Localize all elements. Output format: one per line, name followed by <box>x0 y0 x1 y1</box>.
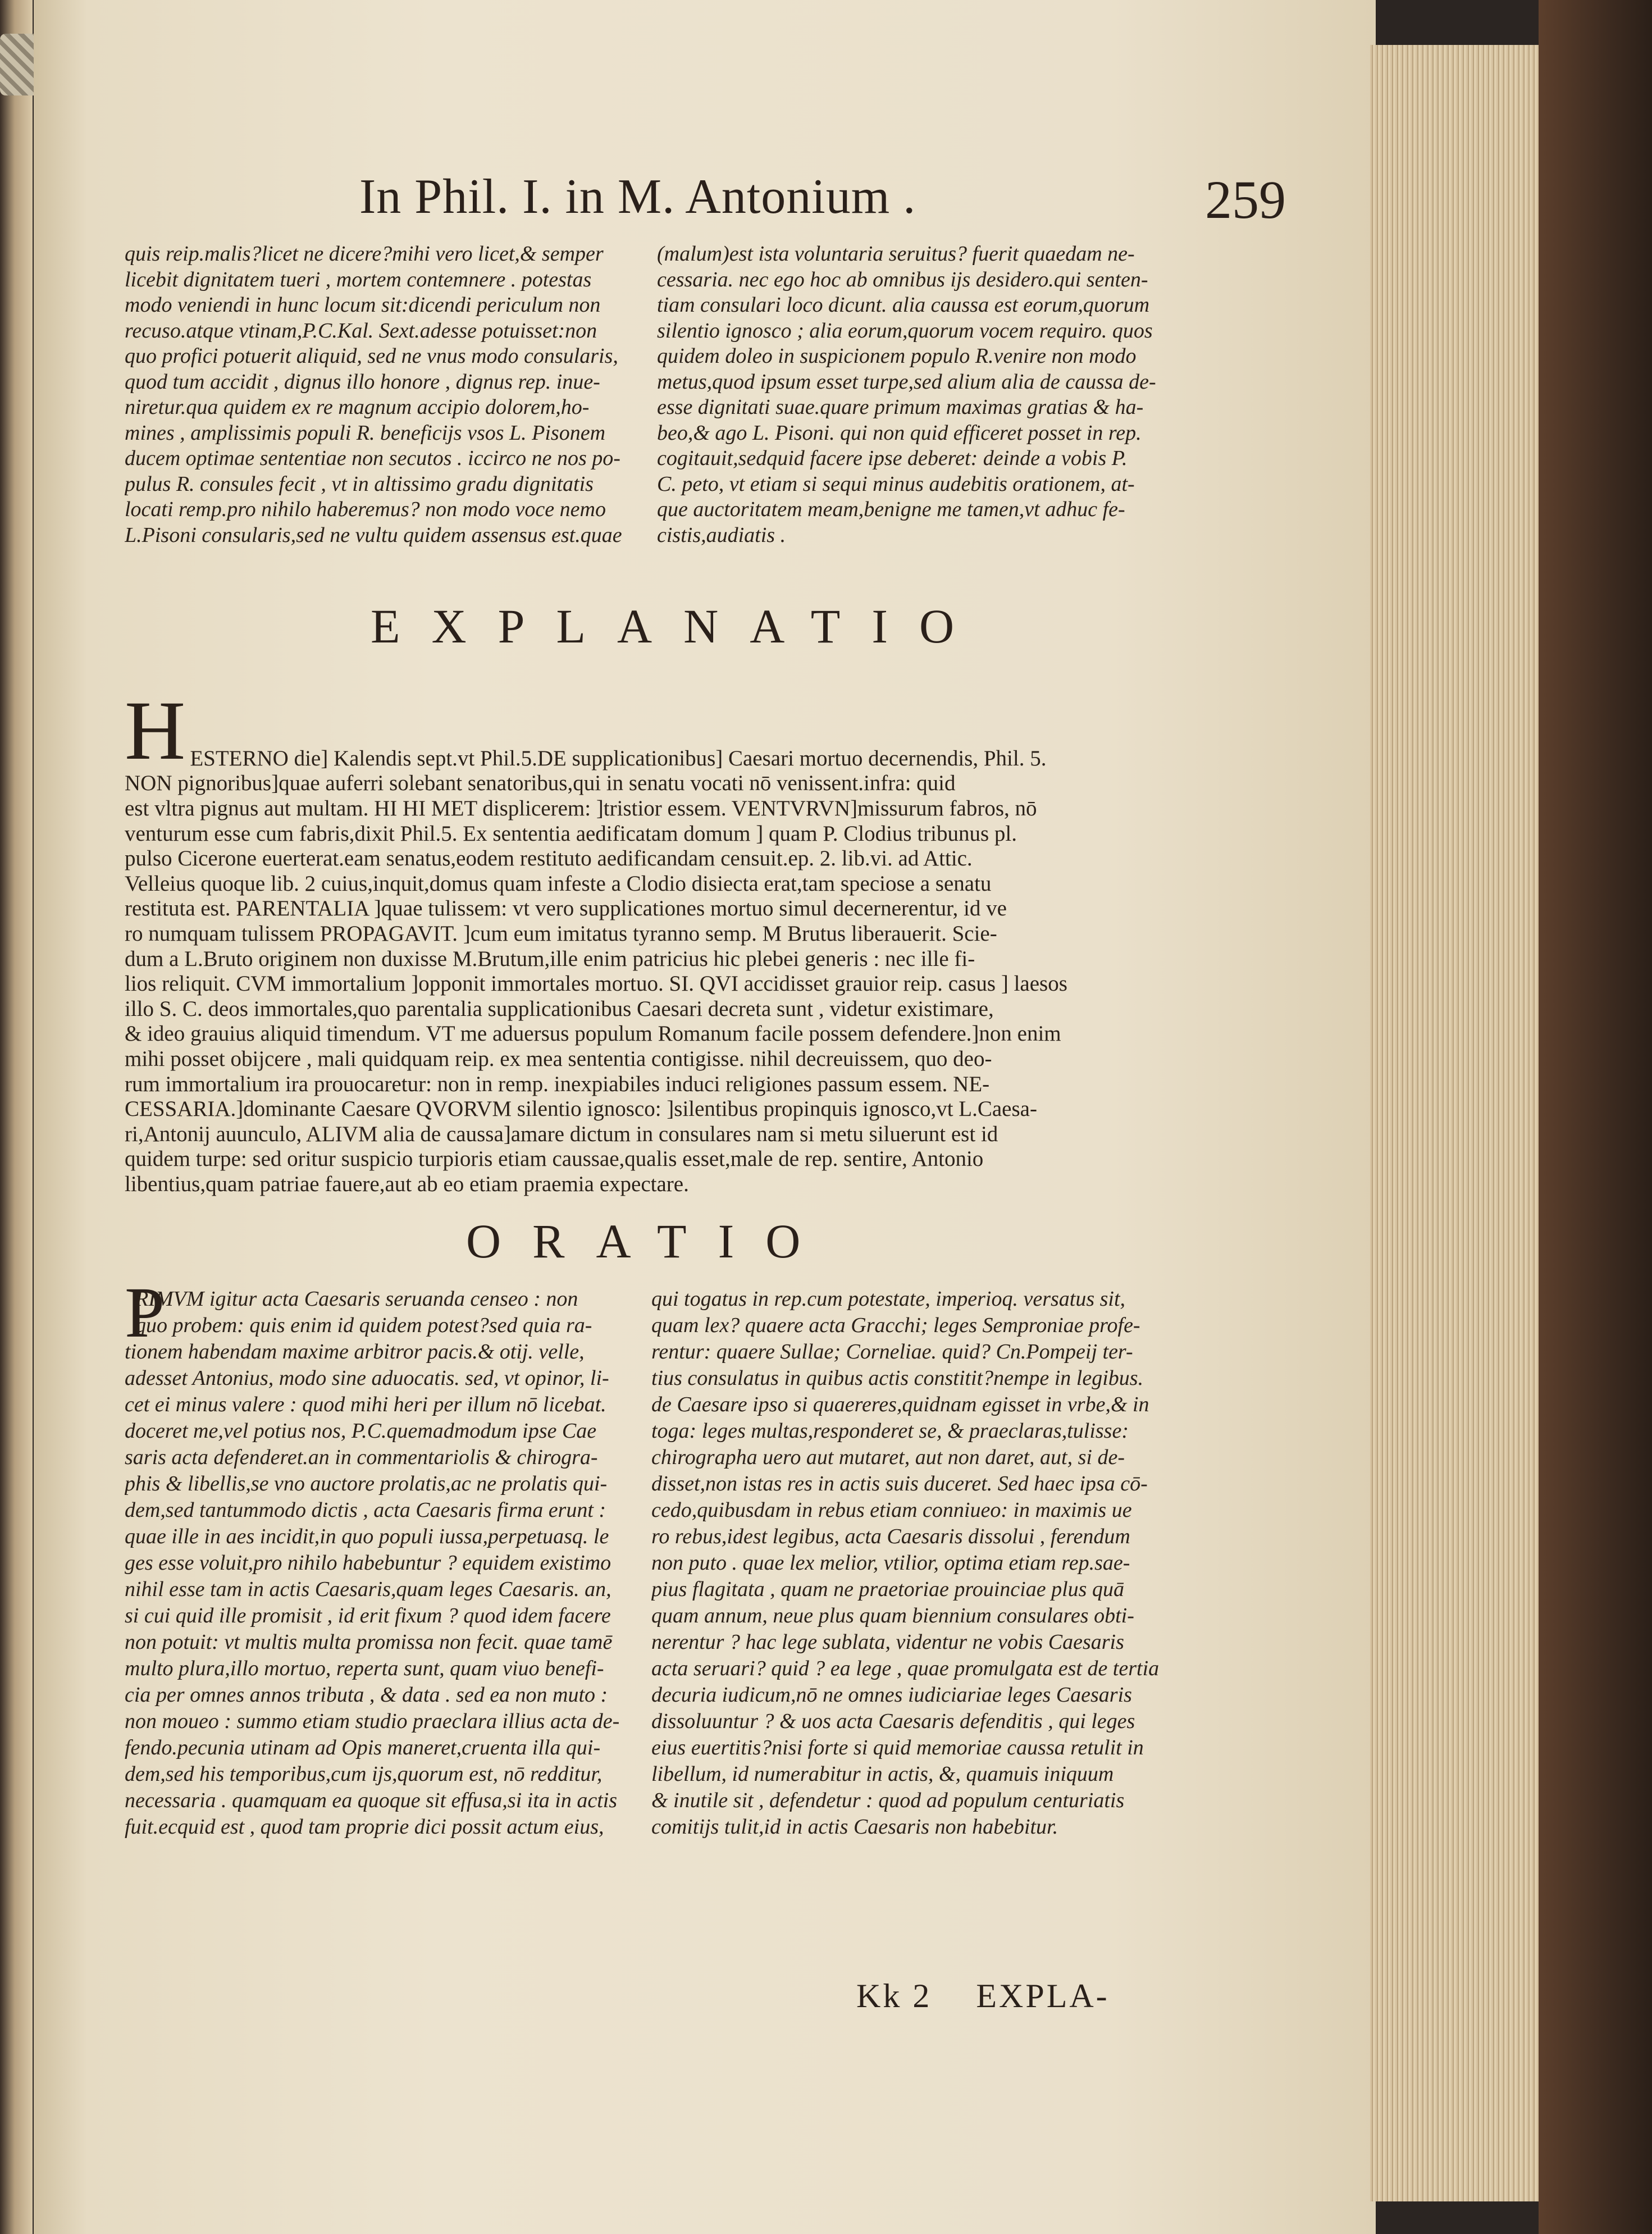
text-line: nihil esse tam in actis Caesaris,quam leges Caesaris. an, <box>125 1578 611 1601</box>
text-line: comitijs tulit,id in actis Caesaris non habebitur. <box>651 1815 1058 1839</box>
text-line: Velleius quoque lib. 2 cuius,inquit,domus quam infeste a Clodio disiecta erat,tam speciose a senatu <box>125 871 992 896</box>
book-cover <box>1539 0 1652 2234</box>
catchword-text: EXPLA- <box>976 1977 1110 2014</box>
text-line: non puto . quae lex melior, vtilior, optima etiam rep.sae- <box>651 1551 1130 1575</box>
text-line: rentur: quaere Sullae; Corneliae. quid? Cn.Pompeij ter- <box>651 1340 1133 1364</box>
running-head-title: In Phil. I. in M. Antonium . <box>359 170 916 224</box>
text-line: dissoluuntur ? & uos acta Caesaris defenditis , qui leges <box>651 1709 1135 1733</box>
text-line: multo plura,illo mortuo, reperta sunt, quam viuo benefi- <box>125 1657 604 1680</box>
running-head <box>359 168 1286 241</box>
text-line: & ideo grauius aliquid timendum. VT me aduersus populum Romanum facile possem defendere.]non enim <box>125 1022 1061 1046</box>
text-line: ri,Antonij auunculo, ALIVM alia de caussa]amare dictum in consulares nam si metu siluerunt est id <box>125 1121 998 1146</box>
text-line: C. peto, vt etiam si sequi minus audebitis orationem, at- <box>657 472 1135 496</box>
text-line: quod tum accidit , dignus illo honore , dignus rep. inue- <box>125 370 600 394</box>
text-line: dum a L.Bruto originem non duxisse M.Brutum,ille enim patricius hic plebei generis : nec ille fi- <box>125 946 975 971</box>
text-line: L.Pisoni consularis,sed ne vultu quidem assensus est.quae <box>125 523 622 547</box>
text-line: & inutile sit , defendetur : quod ad populum centuriatis <box>651 1789 1125 1812</box>
text-line: mines , amplissimis populi R. beneficijs vsos L. Pisonem <box>125 421 606 445</box>
oratio-heading: ORATIO <box>466 1214 832 1268</box>
text-line: non potuit: vt multis multa promissa non fecit. quae tamē <box>125 1630 613 1654</box>
text-line: tionem habendam maxime arbitror pacis.& otij. velle, <box>125 1340 585 1364</box>
text-line: CESSARIA.]dominante Caesare QVORVM silentio ignosco: ]silentibus propinquis ignosco,vt L.Caesa- <box>125 1097 1037 1121</box>
text-line: tiam consulari loco dicunt. alia caussa est eorum,quorum <box>657 293 1150 317</box>
explanatio-heading: EXPLANATIO <box>371 599 986 653</box>
catchword <box>856 1977 1110 2016</box>
bottom-right-column <box>651 1286 1182 1840</box>
explanatio-commentary <box>125 671 1183 1222</box>
facing-page-edge <box>0 0 33 2234</box>
text-line: ro numquam tulissem PROPAGAVIT. ]cum eum imitatus tyranno semp. M Brutus liberauerit. Scie- <box>125 921 997 946</box>
text-line: quo profici potuerit aliquid, sed ne vnus modo consularis, <box>125 344 618 368</box>
text-line: non moueo : summo etiam studio praeclara illius acta de- <box>125 1709 620 1733</box>
text-line: quidem doleo in suspicionem populo R.venire non modo <box>657 344 1137 368</box>
text-line: rum immortalium ira prouocaretur: non in remp. inexpiabiles induci religiones passum essem. NE- <box>125 1072 990 1096</box>
text-line: locati remp.pro nihilo haberemus? non modo voce nemo <box>125 498 606 521</box>
text-line: quae ille in aes incidit,in quo populi iussa,perpetuasq. le <box>125 1525 609 1548</box>
text-line: mihi posset obijcere , mali quidquam reip. ex mea sententia contigisse. nihil decreuissem, quo deo- <box>125 1046 992 1071</box>
text-line: cia per omnes annos tributa , & data . sed ea non muto : <box>125 1683 608 1707</box>
text-line: venturum esse cum fabris,dixit Phil.5. Ex sententia aedificatam domum ] quam P. Clodius tribunus pl. <box>125 821 1017 846</box>
text-line: nerentur ? hac lege sublata, videntur ne vobis Caesaris <box>651 1630 1124 1654</box>
text-line: RIMVM igitur acta Caesaris seruanda censeo : non <box>125 1287 578 1311</box>
text-line: metus,quod ipsum esset turpe,sed alium alia de caussa de- <box>657 370 1156 394</box>
text-line: quo probem: quis enim id quidem potest?sed quia ra- <box>125 1314 592 1337</box>
text-line: quis reip.malis?licet ne dicere?mihi vero licet,& semper <box>125 242 604 266</box>
text-line: ges esse voluit,pro nihilo habebuntur ? equidem existimo <box>125 1551 611 1575</box>
top-right-column <box>657 241 1179 548</box>
text-line: cogitauit,sedquid facere ipse deberet: deinde a vobis P. <box>657 446 1128 470</box>
text-line: (malum)est ista voluntaria seruitus? fuerit quaedam ne- <box>657 242 1135 266</box>
text-line: quidem turpe: sed oritur suspicio turpioris etiam caussae,qualis esset,male de rep. sentire, Antonio <box>125 1147 984 1171</box>
text-line: quam lex? quaere acta Gracchi; leges Semproniae profe- <box>651 1314 1140 1337</box>
text-line: ESTERNO die] Kalendis sept.vt Phil.5.DE supplicationibus] Caesari mortuo decernendis, Phil. 5. <box>190 746 1047 770</box>
text-line: pulus R. consules fecit , vt in altissimo gradu dignitatis <box>125 472 594 496</box>
top-left-column <box>125 241 638 548</box>
oratio-dropcap: P <box>125 1273 165 1352</box>
text-line: necessaria . quamquam ea quoque sit effusa,si ita in actis <box>125 1789 618 1812</box>
text-line: recuso.atque vtinam,P.C.Kal. Sext.adesse potuisset:non <box>125 318 597 343</box>
text-line: tius consulatus in quibus actis constitit?nempe in legibus. <box>651 1366 1144 1390</box>
text-line: libentius,quam patriae fauere,aut ab eo etiam praemia expectare. <box>125 1171 689 1196</box>
text-line: qui togatus in rep.cum potestate, imperioq. versatus sit, <box>651 1287 1126 1311</box>
explanatio-dropcap: H <box>125 683 186 777</box>
bottom-left-column <box>125 1286 641 1840</box>
text-line: phis & libellis,se vno auctore prolatis,ac ne prolatis qui- <box>125 1472 608 1496</box>
text-line: illo S. C. deos immortales,quo parentalia supplicationibus Caesari decreta sunt , videtur existimare, <box>125 996 994 1021</box>
text-line: si cui quid ille promisit , id erit fixum ? quod idem facere <box>125 1604 611 1627</box>
text-line: eius euertitis?nisi forte si quid memoriae caussa retulit in <box>651 1736 1144 1759</box>
text-line: modo veniendi in hunc locum sit:dicendi periculum non <box>125 293 601 317</box>
text-line: pulso Cicerone euerterat.eam senatus,eodem restituto aedificandam censuit.ep. 2. lib.vi. ad Attic. <box>125 846 973 871</box>
text-line: de Caesare ipso si quaereres,quidnam egisset in vrbe,& in <box>651 1393 1149 1416</box>
text-line: niretur.qua quidem ex re magnum accipio dolorem,ho- <box>125 395 590 419</box>
page-block-edges <box>1370 45 1539 2201</box>
text-line: est vltra pignus aut multam. HI HI MET displicerem: ]tristior essem. VENTVRVN]missurum fabros, nō <box>125 796 1037 820</box>
text-line: ro rebus,idest legibus, acta Caesaris dissolui , ferendum <box>651 1525 1130 1548</box>
signature-mark: Kk 2 <box>856 1977 932 2014</box>
text-line: toga: leges multas,responderet se, & praeclaras,tulisse: <box>651 1419 1129 1443</box>
text-line: cedo,quibusdam in rebus etiam conniueo: in maximis ue <box>651 1498 1132 1522</box>
text-line: dem,sed tantummodo dictis , acta Caesaris firma erunt : <box>125 1498 606 1522</box>
text-line: saris acta defenderet.an in commentariolis & chirogra- <box>125 1446 598 1469</box>
text-line: fendo.pecunia utinam ad Opis maneret,cruenta illa qui- <box>125 1736 601 1759</box>
text-line: decuria iudicum,nō ne omnes iudiciariae leges Caesaris <box>651 1683 1132 1707</box>
text-line: que auctoritatem meam,benigne me tamen,vt adhuc fe- <box>657 498 1125 521</box>
text-line: silentio ignosco ; alia eorum,quorum vocem requiro. quos <box>657 318 1153 343</box>
explanatio-body <box>125 746 1183 1197</box>
text-line: restituta est. PARENTALIA ]quae tulissem: vt vero supplicationes mortuo simul decernerentur, id ve <box>125 896 1007 921</box>
text-line: doceret me,vel potius nos, P.C.quemadmodum ipse Cae <box>125 1419 597 1443</box>
text-line: lios reliquit. CVM immortalium ]opponit immortales mortuo. SI. QVI accidisset grauior reip. casus ] laesos <box>125 972 1067 996</box>
text-line: cessaria. nec ego hoc ab omnibus ijs desidero.qui senten- <box>657 267 1148 291</box>
text-line: fuit.ecquid est , quod tam proprie dici possit actum eius, <box>125 1815 604 1839</box>
text-line: libellum, id numerabitur in actis, &, quamuis iniquum <box>651 1762 1114 1786</box>
text-line: beo,& ago L. Pisoni. qui non quid efficeret posset in rep. <box>657 421 1142 445</box>
text-line: adesset Antonius, modo sine aduocatis. sed, vt opinor, li- <box>125 1366 609 1390</box>
text-line: ducem optimae sententiae non secutos . iccirco ne nos po- <box>125 446 620 470</box>
text-line: acta seruari? quid ? ea lege , quae promulgata est de tertia <box>651 1657 1160 1680</box>
text-line: dem,sed his temporibus,cum ijs,quorum est, nō redditur, <box>125 1762 603 1786</box>
text-line: chirographa uero aut mutaret, aut non daret, aut, si de- <box>651 1446 1125 1469</box>
text-line: licebit dignitatem tueri , mortem contemnere . potestas <box>125 267 592 291</box>
text-line: cistis,audiatis . <box>657 523 786 547</box>
text-line: pius flagitata , quam ne praetoriae prouinciae plus quā <box>651 1578 1124 1601</box>
text-line: cet ei minus valere : quod mihi heri per illum nō licebat. <box>125 1393 606 1416</box>
text-line: NON pignoribus]quae auferri solebant senatoribus,qui in senatu vocati nō venissent.infra: quid <box>125 771 956 796</box>
page-number: 259 <box>1205 170 1286 230</box>
text-line: disset,non istas res in actis suis duceret. Sed haec ipsa cō- <box>651 1472 1148 1496</box>
text-line: esse dignitati suae.quare primum maximas gratias & ha- <box>657 395 1144 419</box>
text-line: quam annum, neue plus quam biennium consulares obti- <box>651 1604 1134 1627</box>
